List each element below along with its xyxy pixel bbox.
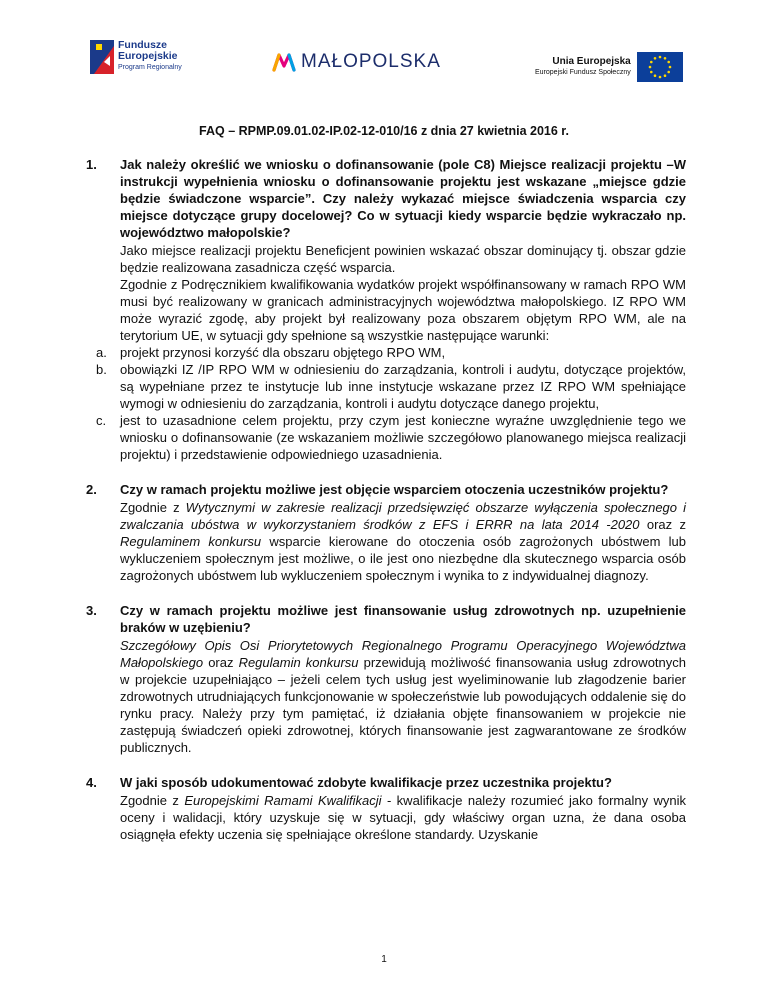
list-item: a. projekt przynosi korzyść dla obszaru objętego RPO WM,	[96, 345, 446, 360]
fe-logo-line3: Program Regionalny	[118, 64, 182, 71]
question-text: Czy w ramach projektu możliwe jest objęcie wsparciem otoczenia uczestników projektu?	[120, 482, 669, 497]
malopolska-logo	[272, 51, 441, 73]
logo-bar	[0, 38, 768, 84]
faq-question-2	[86, 481, 686, 584]
answer: Szczegółowy Opis Osi Priorytetowych Regionalnego Programu Operacyjnego Województwa Małopolskiego oraz Regulamin konkursu przewidują możliwość finansowania usług zdrowotnych w projekcie uzupełniająco – jeżeli celem tych usług jest wyeliminowanie lub złagodzenie barier zdrowotnych utrudniających funkcjonowanie w społeczeństwie lub powodujących oddalenie się do rynku pracy. Należy przy tym pamiętać, iż działania objęte finansowaniem w projekcie nie zastępują świadczeń opieki zdrowotnej, których finansowanie jest zagwarantowane ze środków publicznych.	[120, 638, 686, 755]
malopolska-mark-icon	[272, 52, 296, 72]
unia-europejska-logo	[535, 52, 683, 82]
document-title: FAQ – RPMP.09.01.02-IP.02-12-010/16 z dnia 27 kwietnia 2016 r.	[199, 124, 569, 138]
answer-paragraph: Jako miejsce realizacji projektu Beneficjent powinien wskazać obszar dominujący tj. obszar gdzie będzie realizowana zasadnicza część wsparcia.	[120, 243, 686, 275]
ue-logo-line1: Unia Europejska	[552, 56, 631, 67]
fundusze-europejskie-logo	[90, 40, 182, 74]
list-item: b. obowiązki IZ /IP RPO WM w odniesieniu do zarządzania, kontroli i audytu, dotyczące projektów, są wypełniane przez te instytucje lub inne instytucje wskazane przez IZ RPO WM spełniające wymogi w odniesieniu do zarządzania, kontroli i audytu dotyczące danego projektu,	[96, 362, 686, 411]
question-text: W jaki sposób udokumentować zdobyte kwalifikacje przez uczestnika projektu?	[120, 775, 612, 790]
answer-paragraph: Zgodnie z Podręcznikiem kwalifikowania wydatków projekt współfinansowany w ramach RPO WM musi być realizowany w granicach administracyjnych województwa małopolskiego. IZ RPO WM może wyrazić zgodę, aby projekt był realizowany poza obszarem objętym RPO WM, ale na terytorium UE, w sytuacji gdy spełnione są wszystkie następujące warunki:	[120, 277, 686, 343]
faq-question-3	[86, 602, 686, 756]
faq-content	[86, 156, 686, 843]
fe-mark-icon	[90, 40, 114, 74]
ue-logo-line2: Europejski Fundusz Społeczny	[535, 69, 631, 76]
faq-question-4	[86, 774, 686, 843]
question-number: 2.	[86, 482, 97, 497]
page-number: 1	[381, 954, 387, 965]
list-item: c. jest to uzasadnione celem projektu, przy czym jest konieczne wyraźne uwzględnienie tego we wniosku o dofinansowanie (ze wskazaniem możliwie szczegółowo planowanego miejsca realizacji projektu) i przedstawienie odpowiedniego uzasadnienia.	[96, 413, 686, 462]
question-text: Jak należy określić we wniosku o dofinansowanie (pole C8) Miejsce realizacji projektu –W instrukcji wypełnienia wniosku o dofinansowanie projektu jest wskazane „miejsce gdzie będzie świadczone wsparcie”. Czy należy wykazać miejsce świadczenia wsparcia czy miejsce dotyczące grupy docelowej? Co w sytuacji kiedy wsparcie będzie wykraczało np. województwo małopolskie?	[120, 157, 686, 240]
conditions-list	[96, 344, 686, 463]
answer	[96, 242, 686, 463]
question-number: 3.	[86, 603, 97, 618]
answer: Zgodnie z Wytycznymi w zakresie realizacji przedsięwzięć obszarze wyłączenia społecznego i zwalczania ubóstwa w wykorzystaniem środków z EFS i ERRR na lata 2014 -2020 oraz z Regulaminem konkursu wsparcie kierowane do otoczenia osób zagrożonych ubóstwem lub wykluczeniem społecznym jest możliwe, o ile jest ono niezbędne dla skutecznego wsparcia osób zagrożonych ubóstwem lub wykluczeniem społecznym i wynika to z indywidualnej diagnozy.	[120, 500, 686, 583]
answer: Zgodnie z Europejskimi Ramami Kwalifikacji - kwalifikacje należy rozumieć jako formalny wynik oceny i walidacji, który uzyskuje się w sytuacji, gdy właściwy organ uzna, że dana osoba osiągnęła efekty uczenia się spełniające określone standardy. Uzyskanie	[120, 793, 687, 842]
fe-logo-line2: Europejskie	[118, 50, 178, 62]
malopolska-logo-text: MAŁOPOLSKA	[301, 51, 441, 72]
eu-flag-icon	[637, 52, 683, 82]
question-number: 4.	[86, 775, 97, 790]
faq-question-1	[86, 156, 686, 463]
question-number: 1.	[86, 157, 97, 172]
question-text: Czy w ramach projektu możliwe jest finansowanie usług zdrowotnych np. uzupełnienie braków w uzębieniu?	[120, 603, 686, 635]
fe-logo-line1: Fundusze	[118, 39, 167, 51]
